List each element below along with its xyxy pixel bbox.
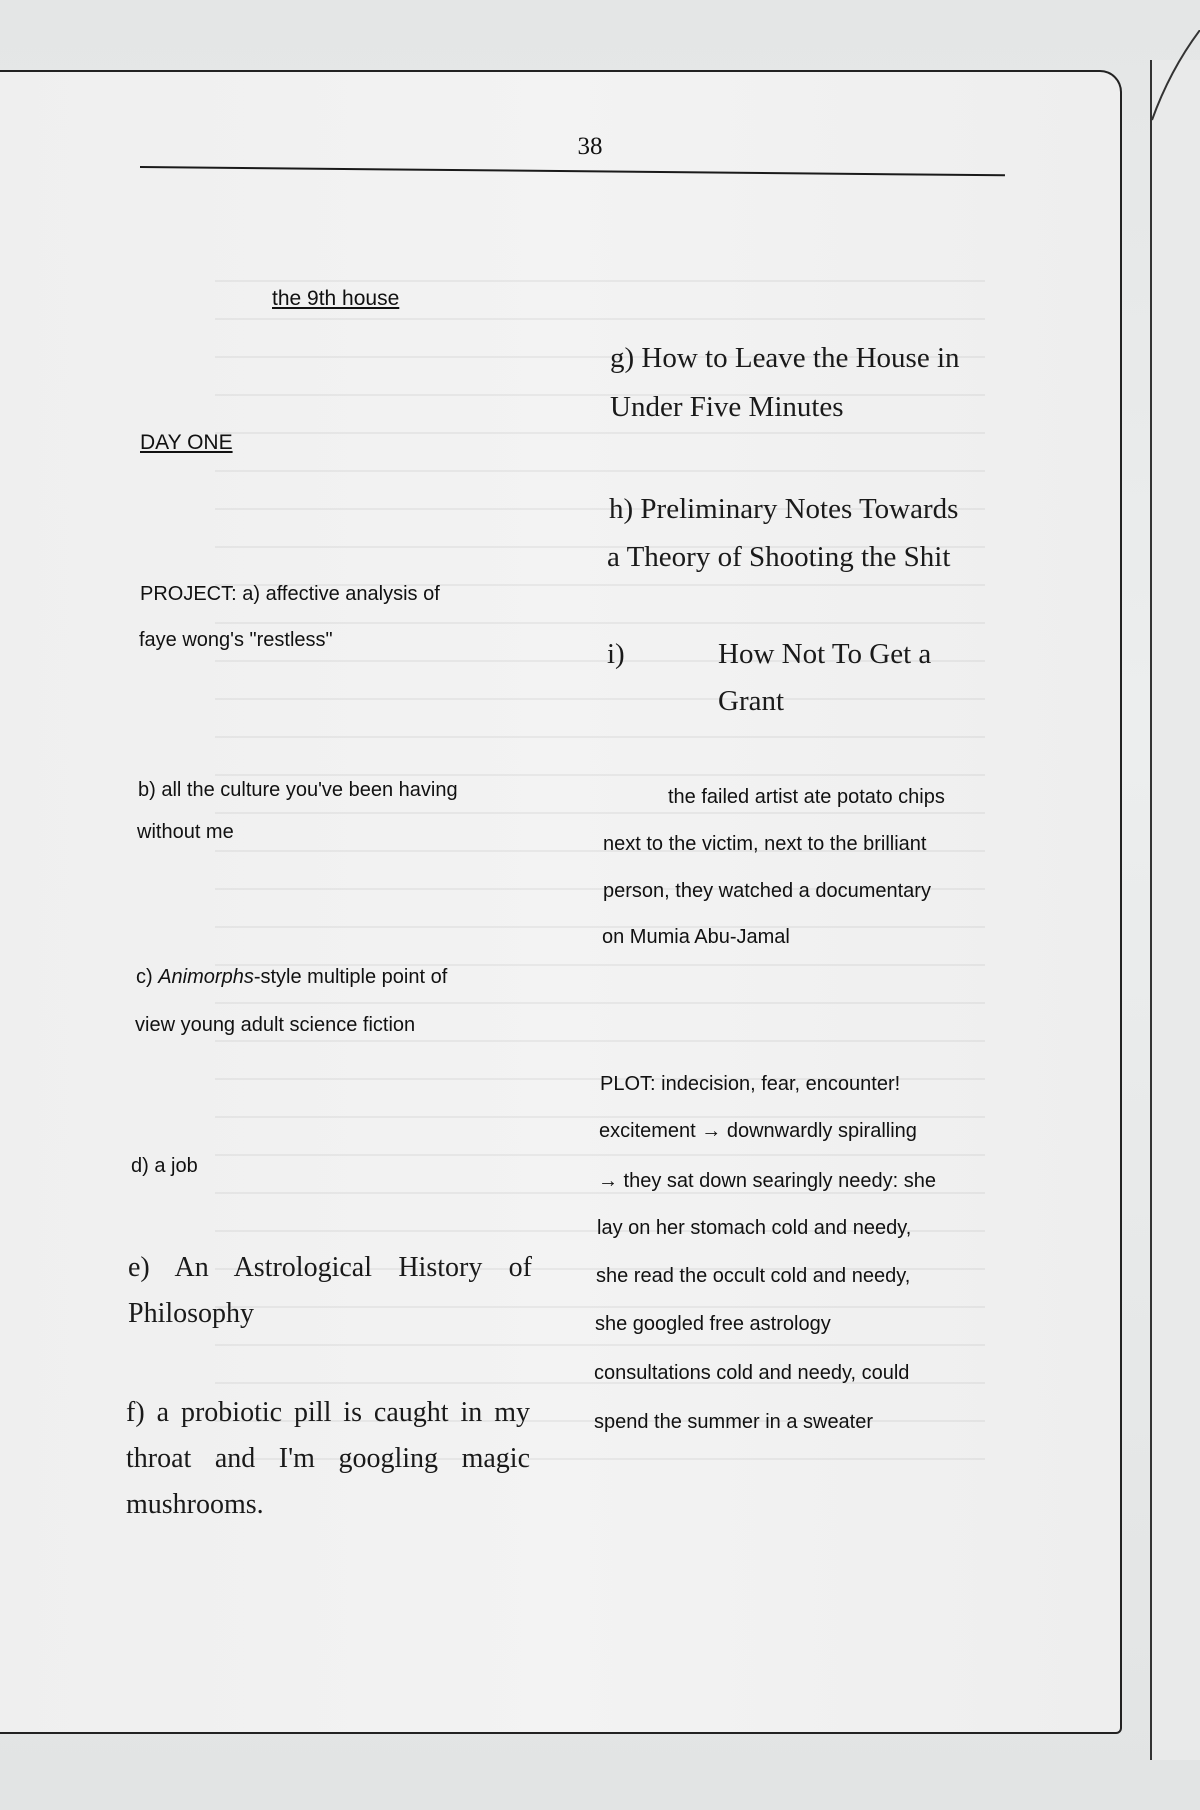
plot-line-2: excitement → downwardly spiralling	[599, 1120, 917, 1142]
page-number: 38	[577, 133, 603, 160]
paragraph-line-3: person, they watched a documentary	[603, 880, 931, 902]
item-h-line-1: h) Preliminary Notes Towards	[609, 493, 959, 525]
day-heading: DAY ONE	[140, 431, 233, 454]
plot-line-8: spend the summer in a sweater	[594, 1411, 874, 1433]
paragraph-line-4: on Mumia Abu-Jamal	[602, 926, 790, 948]
item-c-rest: -style multiple point of	[253, 966, 448, 988]
page-corner-curl	[1140, 30, 1200, 130]
plot-line-7: consultations cold and needy, could	[594, 1362, 910, 1384]
item-i-line-1: How Not To Get a	[718, 638, 932, 670]
item-g-line-1: g) How to Leave the House in	[610, 342, 960, 374]
item-f: f) a probiotic pill is caught in my throat and I'm googling magic mushrooms.	[126, 1397, 530, 1520]
plot-line-4: lay on her stomach cold and needy,	[597, 1217, 912, 1239]
paragraph-line-2: next to the victim, next to the brilliant	[603, 833, 927, 855]
item-h-line-2: a Theory of Shooting the Shit	[607, 541, 951, 573]
item-b-line-2: without me	[137, 821, 234, 843]
item-i-line-2: Grant	[718, 685, 785, 717]
paragraph-line-1: the failed artist ate potato chips	[668, 786, 945, 808]
item-d: d) a job	[131, 1155, 198, 1177]
section-heading: the 9th house	[272, 287, 400, 310]
plot-line-5: she read the occult cold and needy,	[596, 1265, 911, 1287]
item-b-line-1: b) all the culture you've been having	[138, 779, 458, 801]
project-a-line-1: PROJECT: a) affective analysis of	[140, 583, 440, 605]
next-page-edge	[1150, 60, 1200, 1760]
item-c-line-1	[136, 966, 447, 989]
item-c-italic: Animorphs	[158, 966, 254, 988]
item-i-marker: i)	[607, 638, 625, 670]
project-a-line-2: faye wong's "restless"	[139, 629, 333, 651]
plot-line-1: PLOT: indecision, fear, encounter!	[600, 1073, 901, 1095]
item-c-prefix: c)	[136, 966, 159, 988]
item-c-line-2: view young adult science fiction	[135, 1014, 416, 1036]
item-e: e) An Astrological History of Philosophy	[128, 1252, 532, 1329]
item-g-line-2: Under Five Minutes	[610, 391, 844, 423]
plot-line-6: she googled free astrology	[595, 1313, 831, 1335]
plot-line-3: → they sat down searingly needy: she	[598, 1170, 936, 1192]
